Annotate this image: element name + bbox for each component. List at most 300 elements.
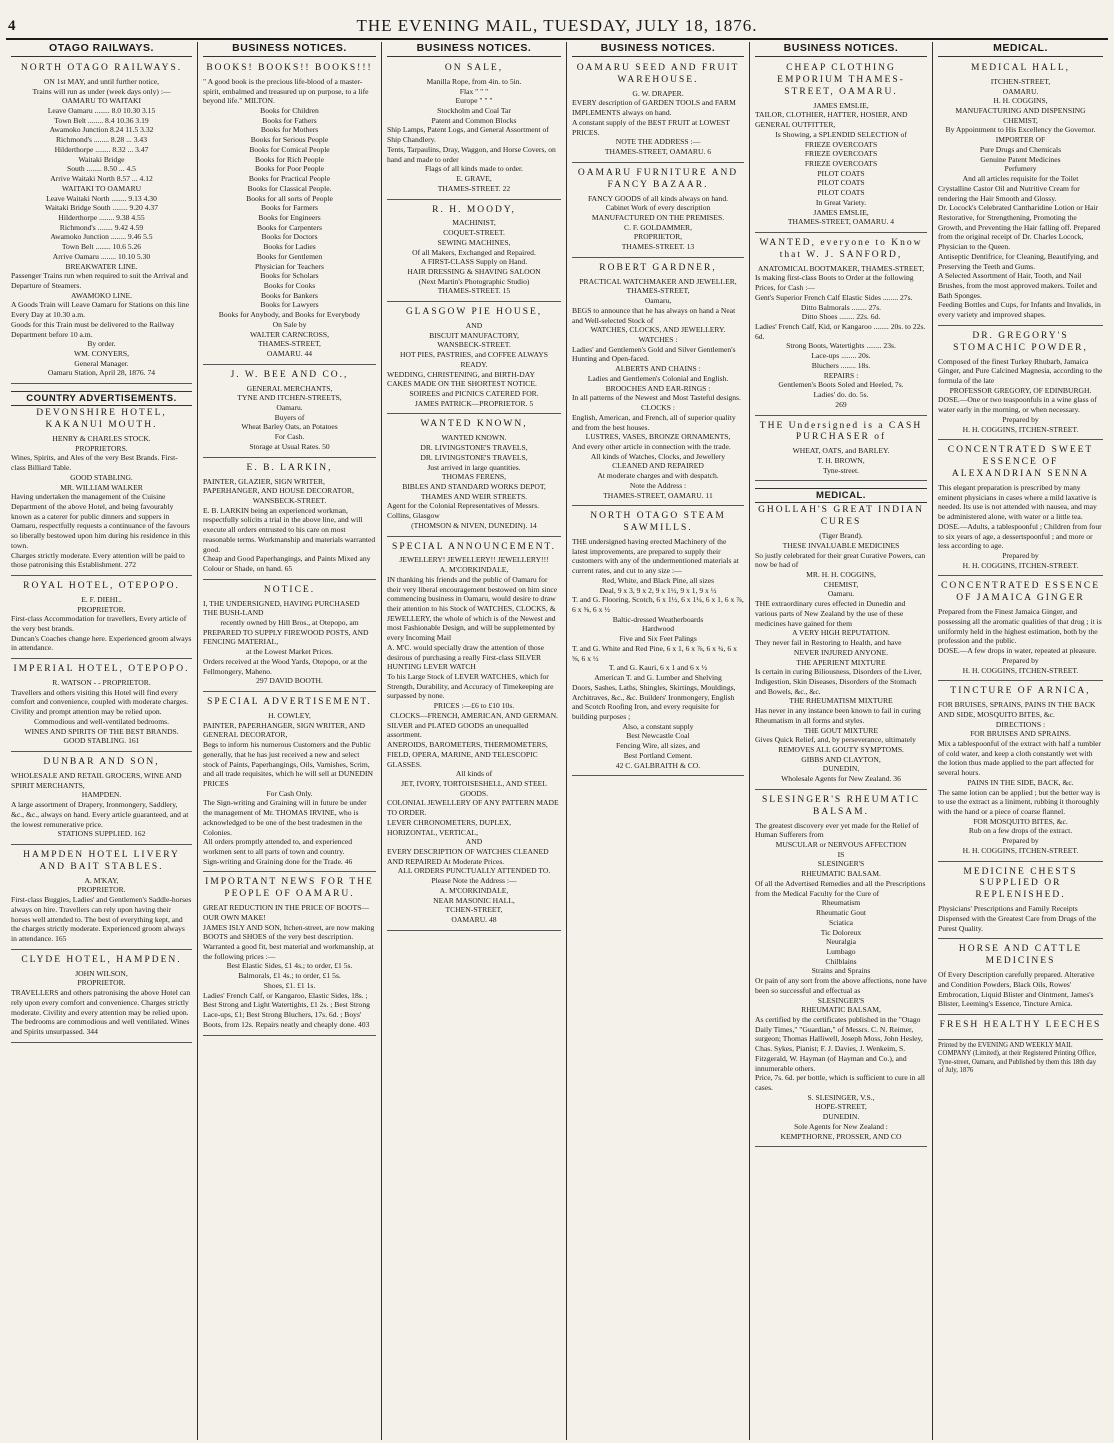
ad-title: ROYAL HOTEL, OTEPOPO. (23, 580, 180, 591)
ad-line: CHEMIST, (823, 579, 859, 589)
column-6 (933, 42, 1108, 1440)
ad-line: Europe " " " (455, 96, 493, 106)
ad-line: H. H. COGGINS, ITCHEN-STREET. (962, 845, 1079, 855)
ad-line: FANCY GOODS of all kinds always on hand. (587, 193, 729, 203)
ad-line: Fencing Wire, all sizes, and (616, 741, 700, 751)
ad-line: PROPRIETOR, (633, 232, 683, 242)
ad-line: Commodious and well-ventilated bedrooms. (34, 716, 169, 726)
ad-line: AND (465, 321, 483, 330)
advertisement (755, 483, 927, 789)
ad-line: Having undertaken the management of the Cuisine Department of the above Hotel, and being favourably known as a caterer for public dinners and suppers in Oamaru, respectfully requests a continuance of the favours so liberally bestowed upon him during his residence in this town. (11, 492, 191, 550)
ad-line: Flax " " " (459, 86, 489, 96)
ad-line: FOR BRUISES AND SPRAINS. (970, 729, 1071, 739)
ad-line: AND (465, 837, 483, 847)
ad-line: Books for Scholars (260, 271, 319, 281)
ad-line: Flags of all kinds made to order. (424, 164, 524, 174)
ad-line: Ditto Balmorals ........ 27s. (800, 302, 882, 312)
ad-line: Patent and Common Blocks (431, 115, 517, 125)
ad-line: Books for all sorts of People (246, 193, 333, 203)
column-2 (198, 42, 382, 1440)
ad-line: PROPRIETOR. (77, 604, 126, 614)
ad-line: WALTER CARNCROSS, (249, 329, 330, 339)
ad-line: Ditto Shoes ........ 22s. 6d. (801, 312, 881, 322)
ad-line: JAMES PATRICK—PROPRIETOR. 5 (414, 398, 534, 408)
ad-line: WM. CONYERS, (73, 349, 130, 358)
ad-line: Physicians' Prescriptions and Family Receipts Dispensed with the Greatest Care from Drugs of the Purest Quality. (938, 904, 1097, 933)
advertisement (387, 416, 561, 536)
ad-line: At moderate charges and with despatch. (597, 471, 719, 481)
ad-line: Strains and Sprains (811, 966, 871, 976)
ad-line: SILVER and PLATED GOODS an unequalled assortment. (387, 720, 529, 740)
ad-line: BEGS to announce that he has always on hand a Neat and Well-selected Stock of (572, 305, 736, 325)
ad-line: Prepared by (1002, 836, 1039, 846)
ad-line: MANUFACTURING AND DISPENSING CHEMIST, (955, 106, 1086, 125)
ad-line: C. F. GOLDAMMER, (624, 222, 692, 232)
advertisement (938, 328, 1103, 441)
ad-line: Physician for Teachers (255, 261, 324, 271)
ad-line: THAMES-STREET. 22 (437, 183, 511, 193)
ad-line: ANEROIDS, BAROMETERS, THERMOMETERS, FIELD, OPERA, MARINE, AND TELESCOPIC GLASSES. (387, 740, 548, 769)
ad-title: GHOLLAH'S GREAT INDIAN CURES (758, 505, 924, 528)
ad-line: Books for Farmers (261, 203, 318, 213)
ad-line: And every other article in connection with the trade. (572, 441, 731, 451)
ad-line: MACHINIST, (452, 218, 496, 228)
ad-line: To his Large Stock of LEVER WATCHES, which for Strength, Durability, and Accuracy of Timekeeping are surpassed by none. (387, 672, 554, 701)
ad-line: General Manager. (74, 358, 129, 368)
ad-title: ROBERT GARDNER, (599, 262, 717, 273)
ad-line: H. H. COGGINS, ITCHEN-STREET. (962, 665, 1079, 675)
ad-line: T. and G. White and Red Pine, 6 x 1, 6 x ⅞, 6 x ¾, 6 x ⅝, 6 x ½ (572, 643, 737, 663)
ad-line: ALL ORDERS PUNCTUALLY ATTENDED TO. (397, 866, 551, 876)
ad-line: IS (837, 849, 845, 859)
ad-line: REPAIRS : (823, 370, 859, 380)
ad-title: BOOKS! BOOKS!! BOOKS!!! (206, 63, 373, 73)
ad-line: HAMPDEN. (81, 790, 122, 800)
ad-line: 297 DAVID BOOTH. (256, 676, 323, 686)
ad-line: SOIREES and PICNICS CATERED FOR. (409, 389, 539, 399)
column-heading: BUSINESS NOTICES. (755, 42, 927, 57)
ad-line: Books for Cooks (263, 280, 316, 290)
ad-line: Books for Ladies (263, 242, 316, 252)
ad-line: Manilla Rope, from 4in. to 5in. (426, 76, 522, 86)
ad-line: Of Every Description carefully prepared. Alterative and Condition Powders, Black Oils, Rowes' Embrocation, Liquid Blister and Ointment, James's Blister, Leeming's Essence, Tincture Arnica. (938, 970, 1095, 1009)
ad-line: Gentlemen's Boots Soled and Heeled, 7s. (778, 380, 904, 390)
ad-line: Books for Fathers (262, 115, 317, 125)
ad-title: FRESH HEALTHY LEECHES (939, 1020, 1102, 1030)
ad-line: THAMES AND WEIR STREETS. (420, 491, 528, 501)
ad-line: Oamaru. (276, 403, 303, 413)
ad-line: H. COWLEY, (268, 710, 311, 720)
ad-line: By Appointment to His Excellency the Governor. (945, 125, 1096, 135)
ad-line: Deal, 9 x 3, 9 x 2, 9 x 1½, 9 x 1, 9 x ½ (599, 585, 717, 595)
ad-line: JEWELLERY! JEWELLERY!! JEWELLERY!!! (399, 555, 549, 565)
ad-line: JAMES EMSLIE, (813, 100, 869, 110)
ad-line: Best Elastic Sides, £1 4s.; to order, £1 5s. (226, 961, 353, 971)
ad-line: Books for Anybody, and Books for Everybody (218, 310, 361, 320)
ad-line: G. W. DRAPER. (632, 88, 684, 98)
ad-line: RHEUMATIC BALSAM. (801, 869, 881, 879)
ad-title: HORSE AND CATTLE MEDICINES (958, 944, 1083, 967)
column-heading: MEDICAL. (938, 42, 1103, 57)
ad-line: JAMES ISLY AND SON, Itchen-street, are now making BOOTS and SHOES of the very best description. Warranted a good fit, best material and workmanship, at the following prices :— (203, 922, 375, 961)
ad-line: TYNE AND ITCHEN-STREETS, (237, 393, 342, 403)
ad-line: PILOT COATS (817, 178, 865, 188)
ad-line: Books for Children (260, 106, 319, 116)
ad-line: JET, IVORY, TORTOISESHELL, AND STEEL GOODS. (401, 778, 547, 798)
ad-line: WATCHES, CLOCKS, AND JEWELLERY. (590, 325, 726, 335)
ad-line: Passenger Trains run when required to suit the Arrival and Departure of Steamers. (11, 271, 188, 290)
ad-line: WANTED KNOWN. (441, 433, 507, 443)
ad-line: Of all the Advertised Remedies and all the Prescriptions from the Medical Faculty for the Cure of (755, 878, 926, 898)
ad-line: Prepared by (1002, 551, 1039, 560)
ad-line: Antiseptic Dentifrice, for Cleaning, Beautifying, and Preserving the Teeth and Gums. (938, 251, 1099, 271)
ad-line: BREAKWATER LINE. (65, 261, 138, 271)
ad-line: The same lotion can be applied ; but the better way is to use the extract as a liniment, rubbing it thoroughly with the hand or a piece of coarse flannel. (938, 787, 1101, 816)
ad-line: PAINTER, GLAZIER, SIGN WRITER, PAPERHANGER, AND HOUSE DECORATOR, (203, 476, 354, 496)
ad-line: THOMAS FERENS, (441, 472, 507, 482)
ad-line: Neuralgia (826, 937, 856, 947)
ad-line: HAIR DRESSING & SHAVING SALOON (407, 266, 541, 276)
ad-line: H. H. COGGINS, ITCHEN-STREET. (962, 424, 1079, 434)
ad-line: EVERY description of GARDEN TOOLS and FARM IMPLEMENTS always on hand. (572, 98, 736, 118)
ad-title: MEDICAL HALL, (971, 63, 1070, 73)
ad-line: THAMES-STREET, OAMARU. 11 (603, 490, 713, 500)
ad-line: Awamoko Junction ........ 9.46 5.5 (50, 232, 153, 242)
ad-line: Ladies' and Gentlemen's Gold and Silver Gentlemen's Hunting and Open-faced. (572, 344, 736, 364)
ad-line: DR. LIVINGSTONE'S TRAVELS, (420, 443, 528, 453)
ad-line: THAMES-STREET, OAMARU. 6 (604, 147, 712, 157)
advertisement (572, 60, 744, 163)
ad-line: Ladies and Gentlemen's Colonial and English. (587, 373, 729, 383)
ad-line: NEVER INJURED ANYONE. (793, 647, 889, 657)
ad-line: CLOCKS : (641, 403, 675, 413)
page-number: 4 (8, 18, 16, 34)
ad-line: THAMES-STREET, (626, 286, 690, 296)
ad-line: For Cash. (274, 432, 305, 442)
ad-line: OAMARU. 44 (266, 349, 313, 358)
ad-line: Ladies' French Calf, or Kangaroo, Elastic Sides, 18s. ; Best Strong and Light Watertights, £1 2s. ; Best Strong Lace-ups, £1; Best Strong Bluchers, 17s. 6d. ; Boys' Boots, from 12s. Repairs neatly and cheaply done. 403 (203, 990, 370, 1029)
ad-line: Travellers and others visiting this Hotel will find every comfort and convenience, coupled with moderate charges. (11, 687, 188, 707)
advertisement (11, 847, 192, 950)
ad-line: WATCHES : (638, 335, 678, 345)
ad-line: (Tiger Brand). (819, 531, 863, 541)
advertisement (938, 864, 1103, 940)
ad-line: EVERY DESCRIPTION OF WATCHES CLEANED AND REPAIRED At Moderate Prices. (387, 846, 549, 866)
ad-line: E. GRAVE, (456, 174, 492, 184)
ad-line: STATIONS SUPPLIED. 162 (57, 829, 146, 839)
ad-line: THE extraordinary cures effected in Dunedin and various parts of New Zealand by the use of these medicines have gained for them (755, 599, 906, 628)
ad-title: THE Undersigned is a CASH PURCHASER of (759, 420, 923, 443)
ad-line: WHEAT, OATS, and BARLEY. (792, 446, 890, 456)
ad-line: Prepared from the Finest Jamaica Ginger, and possessing all the aromatic qualities of that drug ; it is uniformly held in the highest estimation, both by the profession and the public. (938, 607, 1102, 646)
ad-line: PROFESSOR GREGORY, OF EDINBURGH. (949, 385, 1092, 395)
ad-title: HAMPDEN HOTEL LIVERY AND BAIT STABLES. (23, 849, 180, 872)
ad-line: BROOCHES AND EAR-RINGS : (605, 383, 711, 393)
ad-title: IMPERIAL HOTEL, OTEPOPO. (13, 664, 190, 675)
ad-line: BIBLES AND STANDARD WORKS DEPOT, (402, 481, 546, 491)
ad-title: IMPORTANT NEWS FOR THE PEOPLE OF OAMARU. (205, 877, 374, 900)
ad-line: Waitaki Bridge (78, 154, 125, 164)
ad-line: GIBBS AND CLAYTON, (801, 754, 881, 764)
advertisement (203, 874, 376, 1035)
ad-line: E. B. LARKIN being an experienced workman, respectfully solicits a trial in the above line, and will execute all orders entrusted to his care on most reasonable terms. Workmanship and materials warranted good. (203, 505, 376, 554)
ad-line: Books for Serious People (250, 135, 329, 145)
ad-line: The Sign-writing and Graining will in future be under the management of Mr. THOMAS IRVINE, who is acknowledged to be one of the best tradesmen in the Colonies. (203, 798, 367, 837)
ad-line: at the Lowest Market Prices. (245, 647, 334, 657)
ad-line: THAMES-STREET, (258, 339, 321, 349)
ad-line: Agent for the Colonial Representatives of Messrs. Collins, Glasgow (387, 501, 540, 521)
ad-line: LUSTRES, VASES, BRONZE ORNAMENTS, (585, 432, 731, 442)
ad-line: THE GOUT MIXTURE (803, 725, 879, 735)
ad-line: Duncan's Coaches change here. Experienced groom always in attendance. (11, 633, 192, 653)
ad-line: Buyers of (274, 412, 305, 422)
ad-line: PILOT COATS (817, 168, 865, 178)
ad-line: FOR MOSQUITO BITES, &c. (973, 816, 1068, 826)
ad-line: WHOLESALE AND RETAIL GROCERS, WINE AND SPIRIT MERCHANTS, (11, 770, 182, 790)
ad-line: Town Belt ........ 10.6 5.26 (61, 242, 142, 252)
ad-line: GOOD STABLING. 161 (63, 736, 140, 746)
ad-line: CLOCKS—FRENCH, AMERICAN, AND GERMAN. (390, 710, 558, 720)
ad-line: PAINTER, PAPERHANGER, SIGN WRITER, AND GENERAL DECORATOR, (203, 720, 365, 740)
ad-line: Red, White, and Black Pine, all sizes (601, 575, 715, 585)
ad-line: WANSBECK-STREET. (437, 340, 511, 350)
advertisement (572, 508, 744, 776)
ad-title: CLYDE HOTEL, HAMPDEN. (21, 954, 182, 965)
advertisement (11, 661, 192, 752)
ad-line: 269 (835, 399, 847, 409)
ad-line: DIRECTIONS : (995, 719, 1046, 729)
advertisement (387, 539, 561, 931)
ad-line: T. and G. Kauri, 6 x 1 and 6 x ½ (608, 663, 708, 673)
masthead: THE EVENING MAIL, TUESDAY, JULY 18, 1876. (356, 16, 758, 35)
ad-line: JOHN WILSON, (75, 968, 128, 978)
ad-line: And all articles requisite for the Toilet (962, 174, 1079, 184)
ad-line: E. F. DIEHL. (81, 594, 122, 604)
advertisement (203, 694, 376, 872)
ad-line: OAMARU TO WAITAKI (61, 96, 142, 106)
ad-line: Lace-ups ........ 20s. (811, 351, 871, 361)
ad-line: Ladies' do. do. 5s. (813, 390, 869, 400)
ad-line: SLESINGER'S (817, 995, 865, 1005)
ad-line: WEDDING, CHRISTENING, and BIRTH-DAY CAKES MADE ON THE SHORTEST NOTICE. (387, 369, 537, 389)
ad-line: DR. LIVINGSTONE'S TRAVELS, (420, 452, 528, 462)
column-3 (382, 42, 567, 1440)
ad-line: Rheumatism (821, 898, 861, 908)
ad-line: PROPRIETOR. (77, 885, 126, 895)
columns (6, 42, 1108, 1440)
advertisement (572, 165, 744, 258)
ad-title: DR. GREGORY'S STOMACHIC POWDER, (953, 330, 1088, 353)
column-heading: BUSINESS NOTICES. (203, 42, 376, 57)
ad-line: Books for Bankers (261, 290, 318, 300)
ad-line: Rub on a few drops of the extract. (968, 826, 1073, 836)
advertisement (387, 202, 561, 303)
ad-line: ALBERTS AND CHAINS : (615, 364, 701, 374)
ad-line: GENERAL MERCHANTS, (246, 383, 333, 393)
ad-line: HOT PIES, PASTRIES, and COFFEE ALWAYS READY. (400, 350, 548, 369)
ad-line: Arrive Oamaru ........ 10.10 5.30 (52, 251, 151, 261)
ad-line: NEAR MASONIC HALL, (433, 895, 515, 905)
ad-line: Civility and prompt attention may be relied upon. (11, 707, 162, 717)
ad-line: PRACTICAL WATCHMAKER AND JEWELLER, (579, 276, 737, 286)
ad-line: By order. (87, 339, 116, 349)
ad-line: Chilblains (825, 956, 857, 966)
advertisement (938, 442, 1103, 576)
ad-line: Books for Carpenters (257, 222, 322, 232)
ad-line: Leave Waitaki North ........ 9.13 4.30 (46, 193, 157, 203)
advertisement (572, 260, 744, 506)
ad-line: recently owned by Hill Bros., at Otepopo, am (220, 618, 359, 627)
ad-title: NORTH OTAGO RAILWAYS. (20, 63, 183, 73)
ad-line: So justly celebrated for their great Curative Powers, can now be had of (755, 550, 926, 570)
ad-line: First-class Accommodation for travellers, Every article of the very best brands. (11, 614, 187, 633)
ad-line: A Goods Train will Leave Oamaru for Stations on this line Every Day at 10.30 a.m. (11, 300, 190, 320)
ad-line: Stockholm and Coal Tar (437, 106, 511, 116)
ad-line: American T. and G. Lumber and Shelving (594, 673, 722, 683)
ad-line: Mix a tablespoonful of the extract with half a tumbler of cold water, and keep a cloth constantly wet with the lotion thus made applied to the part affected for several hours. (938, 738, 1102, 778)
ad-line: ITCHEN-STREET, (990, 76, 1051, 86)
ad-line: THE APERIENT MIXTURE (796, 657, 886, 667)
ad-line: H. H. COGGINS, (993, 96, 1048, 106)
advertisement (755, 60, 927, 233)
ad-line: Best Portland Cement. (623, 750, 693, 760)
ad-line: A large assortment of Drapery, Ironmongery, Saddlery, &c., &c., always on hand. Every article guaranteed, and at the lowest remunerative price. (11, 800, 189, 829)
ad-line: A. M'CORKINDALE, (439, 565, 509, 575)
ad-line: Ship Lamps, Patent Logs, and General Assortment of Ship Chandlery. (387, 125, 549, 145)
ad-line: Books for Doctors (261, 232, 318, 242)
ad-line: Price, 7s. 6d. per bottle, which is sufficient to cure in all cases. (755, 1073, 926, 1092)
ad-line: Lumbago (826, 946, 856, 956)
advertisement (11, 952, 192, 1043)
advertisement (203, 460, 376, 580)
ad-line: MANUFACTURED ON THE PREMISES. (591, 212, 725, 222)
ad-line: A constant supply of the BEST FRUIT at LOWEST PRICES. (572, 117, 730, 137)
advertisement (755, 235, 927, 416)
ad-line: Best Newcastle Coal (626, 731, 690, 741)
ad-line: Crystalline Castor Oil and Nutritive Cream for rendering the Hair Smooth and Glossy. (938, 183, 1080, 203)
ad-line: FRIEZE OVERCOATS (804, 158, 878, 168)
ad-line: Doors, Sashes, Laths, Shingles, Skirtings, Mouldings, Architraves, &c., &c. Builders' Ironmongery, English and Scotch Roofing Iron, and every requisite for building purposes ; (572, 682, 736, 721)
ad-line: Orders received at the Wood Yards, Otepopo, or at the Fellmongery, Maheno. (203, 656, 368, 676)
ad-title: DEVONSHIRE HOTEL, KAKANUI MOUTH. (36, 408, 167, 431)
ad-title: NORTH OTAGO STEAM SAWMILLS. (590, 511, 726, 534)
ad-line: GOOD STABLING. (70, 472, 133, 482)
ad-line: Has never in any instance been known to fail in curing Rheumatism in all forms and styles. (755, 706, 921, 725)
ad-line: PROPRIETOR. (77, 978, 126, 988)
ad-line: Of all Makers, Exchanged and Repaired. (412, 247, 536, 257)
ad-title: CONCENTRATED ESSENCE OF JAMAICA GINGER (940, 581, 1101, 604)
advertisement (938, 60, 1103, 326)
ad-line: JAMES EMSLIE, (813, 207, 869, 217)
ad-line: " A good book is the precious life-blood of a master-spirit, embalmed and treasured up on purpose, to a life beyond life." MILTON. (203, 76, 369, 106)
ad-line: Five and Six Feet Palings (619, 634, 697, 644)
ad-line: THAMES-STREET, OAMARU. 4 (787, 217, 895, 227)
ad-line: Begs to inform his numerous Customers and the Public generally, that he has just received a new and select stock of Paints, Paperhangings, Oils, Varnishes, Scrim, and all trade requisites, which he will sell at DUNEDIN PRICES (203, 740, 373, 788)
ad-line: A. M'KAY, (84, 875, 119, 885)
ad-line: Books for Engineers (258, 212, 321, 222)
ad-line: THE undersigned having erected Machinery of the latest improvements, are prepared to supply their customers with any of the undermentioned materials at current rates, and cut to any size :— (572, 537, 739, 576)
ad-line: Gives Quick Relief, and, by perseverance, ultimately (755, 735, 916, 745)
column-heading: OTAGO RAILWAYS. (11, 42, 192, 57)
ad-line: (THOMSON & NIVEN, DUNEDIN). 14 (411, 520, 537, 530)
ad-line: Leave Oamaru ........ 8.0 10.30 3.15 (47, 106, 156, 116)
ad-line: Note the Address : (629, 480, 687, 490)
ad-title: OAMARU FURNITURE AND FANCY BAZAAR. (577, 167, 739, 190)
printer-imprint: Printed by the EVENING AND WEEKLY MAIL COMPANY (Limited), at their Registered Printing Office, Tyne-street, Oamaru, and Published by them this 18th day of July, 1876 (938, 1041, 1097, 1075)
ad-line: Books for Poor People (255, 164, 324, 174)
advertisement (203, 367, 376, 458)
column-4 (567, 42, 750, 1440)
ad-line: All orders promptly attended to, and experienced workmen sent to all parts of town and country. (203, 837, 353, 856)
ad-line: Trains will run as under (week days only) :— (32, 86, 171, 96)
ad-line: TRAVELLERS and others patronising the above Hotel can rely upon every comfort and convenience. Charges strictly moderate. Civility and every attention may be relied upon. The bedrooms are commodious and well ventilated. Wines and Spirits unsurpassed. 344 (11, 988, 191, 1036)
ad-title: R. H. MOODY, (432, 204, 516, 215)
ad-line: All kinds of (455, 769, 493, 779)
ad-title: DUNBAR AND SON, (43, 757, 160, 768)
ad-line: Wheat Barley Oats, an Potatoes (241, 422, 338, 432)
ad-line: Prepared by (1002, 414, 1039, 424)
ad-line: South ........ 8.50 ... 4.5 (67, 164, 136, 174)
ad-line: FRIEZE OVERCOATS (804, 139, 878, 149)
advertisement (938, 578, 1103, 681)
ad-line: SEWING MACHINES, (437, 237, 511, 247)
ad-line: 42 C. GALBRAITH & CO. (615, 760, 701, 770)
ad-line: Baltic-dressed Weatherboards (612, 614, 704, 624)
ad-line: A FIRST-CLASS Supply on Hand. (420, 257, 528, 267)
ad-line: Composed of the finest Turkey Rhubarb, Jamaica Ginger, and Pure Calcined Magnesia, according to the formula of the late (938, 356, 1103, 386)
ad-line: Strong Boots, Watertights ........ 23s. (786, 341, 896, 351)
ad-line: (Next Martin's Photographic Studio) (418, 276, 530, 286)
advertisement (11, 386, 192, 576)
advertisement (755, 792, 927, 1147)
ad-line: Sciatica (828, 917, 854, 927)
ad-title: E. B. LARKIN, (246, 462, 333, 473)
ad-line: Ladies' French Calf, Kid, or Kangaroo ........ 20s. to 22s. 6d. (755, 322, 926, 341)
advertisement (938, 683, 1103, 861)
ad-line: WANSBECK-STREET. (252, 495, 327, 505)
ad-line: H. H. COGGINS, ITCHEN-STREET. (962, 560, 1079, 570)
ad-line: They never fail in Restoring to Health, and have (755, 638, 902, 648)
ad-line: The greatest discovery ever yet made for the Relief of Human Sufferers from (755, 820, 919, 840)
ad-line: Balmorals, £1 4s.; to order, £1 5s. (238, 971, 341, 981)
ad-line: FRIEZE OVERCOATS (804, 149, 878, 159)
ad-line: Town Belt ........ 8.4 10.36 3.19 (54, 115, 149, 125)
ad-line: REMOVES ALL GOUTY SYMPTOMS. (778, 744, 904, 754)
ad-line: Books for Rich People (255, 154, 324, 164)
ad-line: Gent's Superior French Calf Elastic Sides ........ 27s. (755, 292, 913, 302)
ad-line: Books for Practical People (248, 174, 331, 184)
ad-title: J. W. BEE AND CO., (230, 369, 349, 380)
ad-line: Books for Gentlemen (256, 251, 323, 261)
advertisement (755, 418, 927, 482)
section-heading: MEDICAL. (755, 488, 927, 503)
column-5 (750, 42, 933, 1440)
ad-line: PILOT COATS (817, 188, 865, 198)
ad-line: MR. WILLIAM WALKER (60, 482, 143, 492)
ad-line: Genuine Patent Medicines (980, 154, 1061, 164)
ad-title: ON SALE, (444, 63, 504, 73)
ad-line: Is Showing, a SPLENDID SELECTION of (775, 129, 907, 139)
ad-line: A Selected Assortment of Hair, Tooth, and Nail Brushes, from the most approved makers. Toilet and Bath Sponges. (938, 271, 1097, 300)
ad-line: MR. H. H. COGGINS, (806, 570, 876, 580)
column-1 (6, 42, 198, 1440)
ad-line: DOSE.—Adults, a tablespoonful ; Children from four to six years of age, a dessertspoonful ; and more or less according to age. (938, 521, 1102, 551)
ad-line: MUSCULAR or NERVOUS AFFECTION (775, 840, 907, 850)
ad-line: In Great Variety. (815, 197, 867, 207)
ad-line: Books for Lawyers (260, 300, 319, 310)
ad-line: Also, a constant supply (622, 721, 694, 731)
ad-line: PROPRIETORS. (75, 443, 128, 453)
